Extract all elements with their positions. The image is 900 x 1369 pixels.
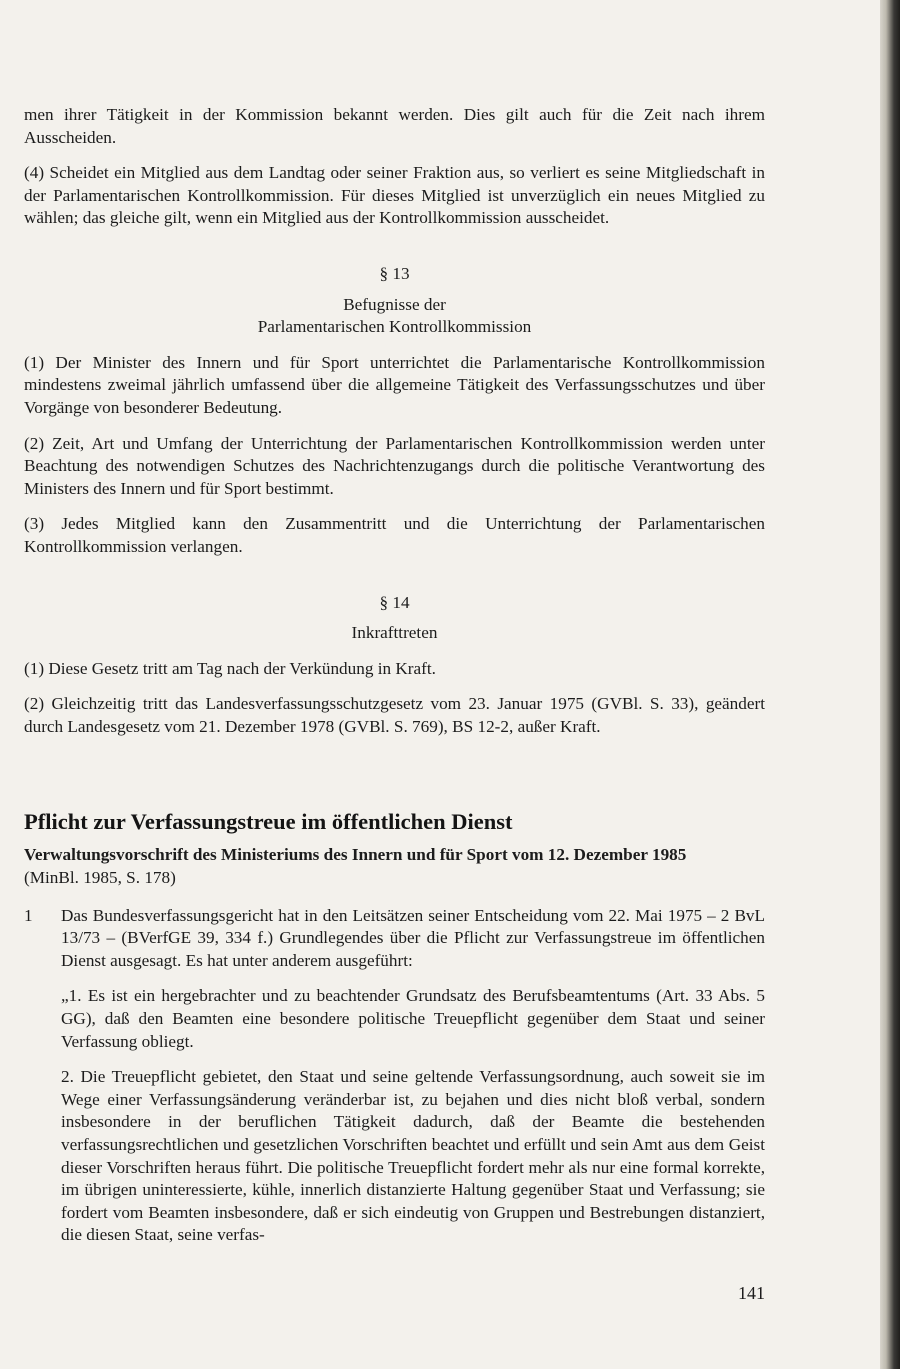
section-14-paragraph: (2) Gleichzeitig tritt das Landesverfassungsschutzgesetz vom 23. Januar 1975 (GVBl. S. 33), geändert durch Landesgesetz vom 21. Dezember 1978 (GVBl. S. 769), BS 12-2, außer Kraft. [24,694,765,736]
item-number: 1 [24,905,33,925]
section-13-title: Befugnisse der [343,294,446,314]
intro-paragraph: men ihrer Tätigkeit in der Kommission bekannt werden. Dies gilt auch für die Zeit nach ihrem Ausscheiden. [24,105,765,147]
page-body [24,104,765,1247]
quotation-paragraph: 2. Die Treuepflicht gebietet, den Staat und seine geltende Verfassungsordnung, auch soweit sie im Wege einer Verfassungsänderung veränderbar ist, zu bejahen und dies nicht bloß verbal, sondern insbesondere in der beruflichen Tätigkeit dadurch, daß der Beamte die bestehenden verfassungsrechtlichen und gesetzlichen Vorschriften beachtet und erfüllt und sein Amt aus dem Geist dieser Vorschriften heraus führt. Die politische Treuepflicht fordert mehr als nur eine formal korrekte, im übrigen uninteressierte, kühle, innerlich distanzierte Haltung gegenüber Staat und Verfassung; sie fordert vom Beamten insbesondere, daß er sich eindeutig von Gruppen und Bestrebungen distanziert, die diesen Staat, seine verfas- [61,1067,765,1245]
page-number: 141 [738,1283,765,1303]
page-edge-shadow [880,0,900,1369]
section-13-paragraph: (1) Der Minister des Innern und für Sport unterrichtet die Parlamentarische Kontrollkommission mindestens zweimal jährlich umfassend über die allgemeine Tätigkeit des Verfassungsschutzes und über Vorgänge von besonderer Bedeutung. [24,352,765,417]
section-13-paragraph: (3) Jedes Mitglied kann den Zusammentritt und die Unterrichtung der Parlamentarischen Kontrollkommission verlangen. [24,514,765,556]
quotation-paragraph: „1. Es ist ein hergebrachter und zu beachtender Grundsatz des Berufsbeamtentums (Art. 33 Abs. 5 GG), daß den Beamten eine besondere politische Treuepflicht gegenüber dem Staat und seiner Verfassung obliegt. [61,986,765,1051]
chapter-heading: Pflicht zur Verfassungstreue im öffentlichen Dienst [24,809,513,835]
regulation-source: (MinBl. 1985, S. 178) [24,868,176,888]
intro-paragraph: (4) Scheidet ein Mitglied aus dem Landtag oder seiner Fraktion aus, so verliert es seine Mitgliedschaft in der Parlamentarischen Kontrollkommission. Für dieses Mitglied ist unverzüglich ein neues Mitglied zu wählen; das gleiche gilt, wenn ein Mitglied aus der Kontrollkommission ausscheidet. [24,163,765,228]
section-13-paragraph: (2) Zeit, Art und Umfang der Unterrichtung der Parlamentarischen Kontrollkommission werden unter Beachtung des notwendigen Schutzes des Nachrichtenzugangs durch die politische Verantwortung des Ministers des Innern und für Sport bestimmt. [24,433,765,498]
section-13-number: § 13 [379,263,410,283]
section-14-title: Inkrafttreten [351,623,438,643]
section-14-paragraph: (1) Diese Gesetz tritt am Tag nach der Verkündung in Kraft. [24,658,436,678]
numbered-item [24,905,765,973]
section-13-title: Parlamentarischen Kontrollkommission [257,317,532,337]
section-14-number: § 14 [379,592,410,612]
regulation-subheading: Verwaltungsvorschrift des Ministeriums des Innern und für Sport vom 12. Dezember 1985 [24,845,687,865]
item-text: Das Bundesverfassungsgericht hat in den Leitsätzen seiner Entscheidung vom 22. Mai 1975 – 2 BvL 13/73 – (BVerfGE 39, 334 f.) Grundlegendes über die Pflicht zur Verfassungstreue im öffentlichen Dienst ausgesagt. Es hat unter anderem ausgeführt: [61,905,765,970]
